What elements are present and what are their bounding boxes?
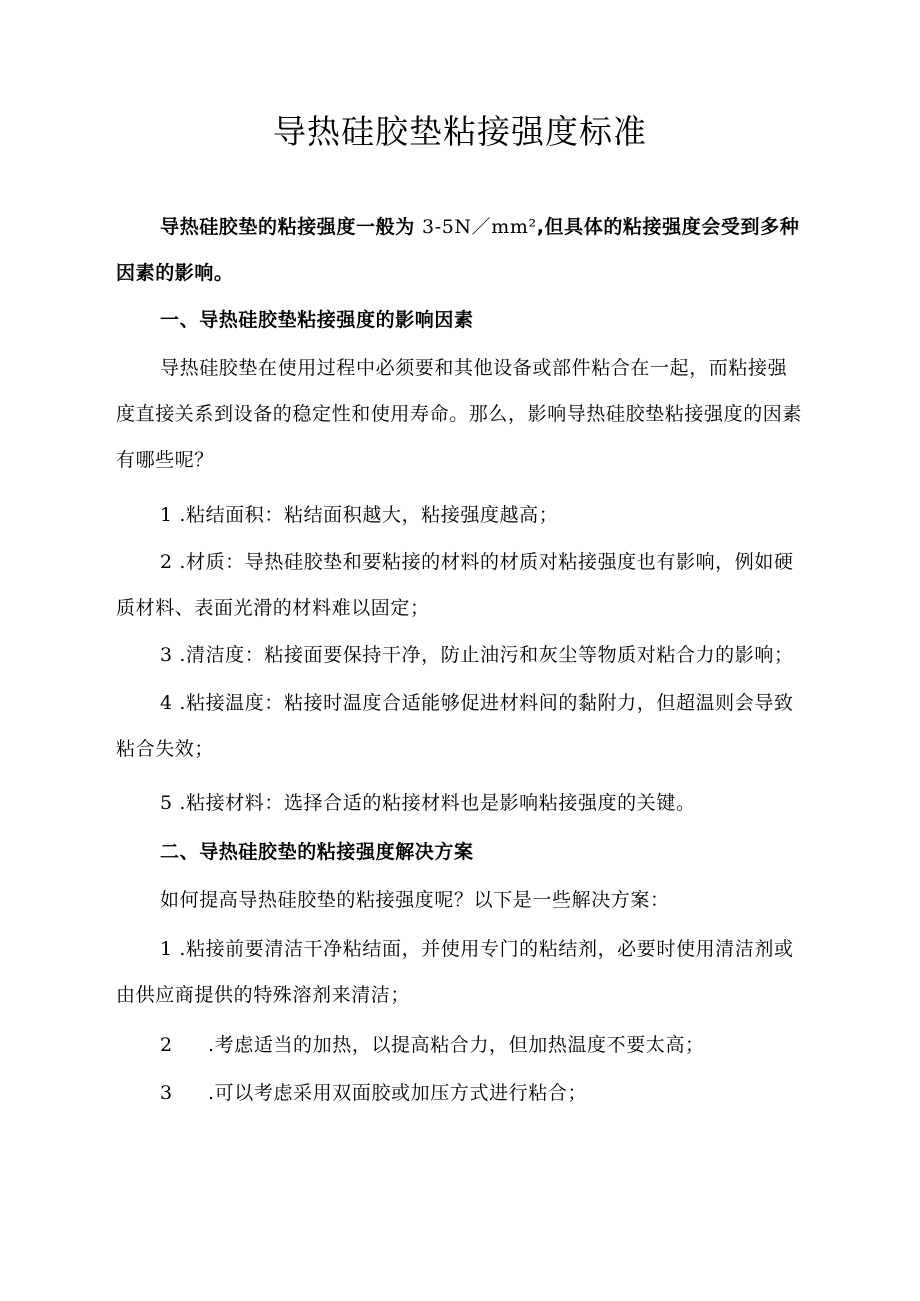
section1-item-3 (116, 632, 806, 678)
section2-item-3 (116, 1070, 806, 1116)
section2-item-1 (116, 926, 806, 1018)
section1-item-1 (116, 492, 806, 538)
item-text: .可以考虑采用双面胶或加压方式进行粘合； (208, 1082, 588, 1104)
item-text: .材质：导热硅胶垫和要粘接的材料的材质对粘接强度也有影响，例如硬质材料、表面光滑的材料难以固定； (116, 551, 794, 619)
intro-strength-value: 3-5N／mm² (422, 216, 537, 238)
item-text: .清洁度：粘接面要保持干净，防止油污和灰尘等物质对粘合力的影响； (179, 644, 794, 666)
section1-item-2 (116, 539, 806, 631)
item-text: .粘接材料：选择合适的粘接材料也是影响粘接强度的关键。 (179, 792, 696, 814)
item-number: 3 (160, 644, 173, 666)
intro-paragraph (116, 204, 806, 296)
item-number: 1 (160, 938, 173, 960)
item-number: 2 (160, 1034, 173, 1056)
document-title: 导热硅胶垫粘接强度标准 (273, 112, 647, 151)
item-text: .粘接温度：粘接时温度合适能够促进材料间的黏附力，但超温则会导致粘合失效； (116, 692, 794, 760)
section2-heading: 二、导热硅胶垫的粘接强度解决方案 (160, 841, 474, 863)
item-number: 3 (160, 1082, 173, 1104)
section1-body: 导热硅胶垫在使用过程中必须要和其他设备或部件粘合在一起，而粘接强度直接关系到设备的稳定性和使用寿命。那么，影响导热硅胶垫粘接强度的因素有哪些呢？ (116, 357, 803, 471)
intro-text-before: 导热硅胶垫的粘接强度一般为 (160, 216, 415, 238)
item-number: 5 (160, 792, 173, 814)
section2-item-2 (116, 1022, 806, 1068)
section2-body: 如何提高导热硅胶垫的粘接强度呢？以下是一些解决方案： (160, 889, 670, 911)
item-text: .粘结面积：粘结面积越大，粘接强度越高； (179, 504, 559, 526)
item-number: 4 (160, 692, 173, 714)
section1-item-4 (116, 680, 806, 772)
section1-heading: 一、导热硅胶垫粘接强度的影响因素 (160, 309, 474, 331)
section1-item-5 (116, 780, 806, 826)
item-number: 1 (160, 504, 173, 526)
item-number: 2 (160, 551, 173, 573)
intro-text-after: ,但具体的粘接强度会受到多种因素的影响。 (116, 216, 800, 284)
item-text: .考虑适当的加热，以提高粘合力，但加热温度不要太高； (208, 1034, 705, 1056)
item-text: .粘接前要清洁干净粘结面，并使用专门的粘结剂，必要时使用清洁剂或由供应商提供的特殊溶剂来清洁； (116, 938, 794, 1006)
